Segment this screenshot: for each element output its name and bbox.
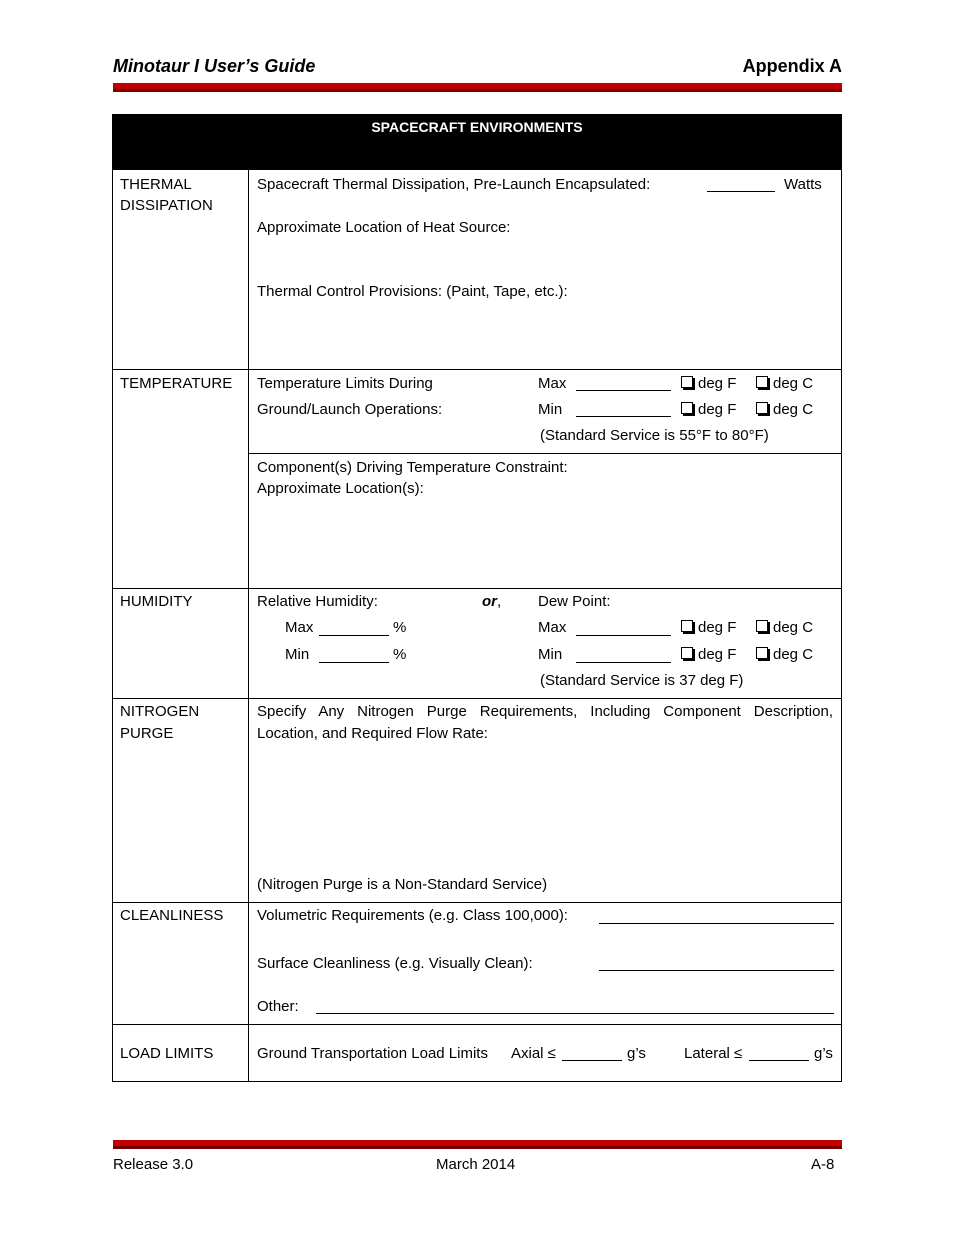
dew-max-degf-option[interactable]: [681, 617, 736, 638]
ground-load-label: Ground Transportation Load Limits: [257, 1045, 488, 1062]
row-label-cleanliness: CLEANLINESS: [120, 907, 224, 924]
axial-label: Axial ≤: [511, 1045, 556, 1062]
temp-min-degc-option[interactable]: [756, 399, 813, 420]
checkbox-icon[interactable]: [681, 376, 693, 388]
row-divider: [113, 588, 841, 589]
row-label-nitrogen: NITROGEN: [120, 703, 200, 720]
lateral-unit: g’s: [814, 1045, 833, 1062]
page-number: A-8: [811, 1156, 835, 1173]
row-label-nitrogen-2: PURGE: [120, 725, 174, 742]
row-divider: [113, 369, 841, 370]
document-title: Minotaur I User’s Guide: [113, 56, 316, 76]
humidity-max-label: Max: [285, 619, 314, 636]
row-divider: [249, 453, 841, 454]
dew-max-label: Max: [538, 619, 567, 636]
relative-humidity-label: Relative Humidity:: [257, 593, 378, 610]
checkbox-icon[interactable]: [756, 402, 768, 414]
row-label-humidity: HUMIDITY: [120, 593, 193, 610]
or-text: or: [482, 593, 497, 610]
date-label: March 2014: [436, 1156, 516, 1173]
checkbox-icon[interactable]: [681, 402, 693, 414]
temp-location-label: Approximate Location(s):: [257, 480, 424, 497]
humidity-max-field[interactable]: [319, 635, 389, 636]
checkbox-icon[interactable]: [681, 647, 693, 659]
row-label-thermal-2: DISSIPATION: [120, 197, 213, 214]
dew-max-field[interactable]: [576, 635, 671, 636]
dew-min-degc-option[interactable]: [756, 644, 813, 665]
lateral-label: Lateral ≤: [684, 1045, 743, 1062]
temp-max-field[interactable]: [576, 390, 671, 391]
row-divider: [113, 902, 841, 903]
volumetric-field[interactable]: [599, 923, 834, 924]
dew-max-degc-option[interactable]: [756, 617, 813, 638]
nitrogen-specify-text: Specify Any Nitrogen Purge Requirements, Including Component Description,: [257, 703, 833, 720]
checkbox-icon[interactable]: [681, 620, 693, 632]
thermal-provisions-label: Thermal Control Provisions: (Paint, Tape, etc.):: [257, 283, 568, 300]
footer-rule: [113, 1140, 842, 1149]
or-separator: [482, 591, 501, 612]
other-field[interactable]: [316, 1013, 834, 1014]
temp-max-label: Max: [538, 375, 567, 392]
degc-label: deg C: [773, 646, 814, 663]
header-rule: [113, 83, 842, 92]
degc-label: deg C: [773, 375, 814, 392]
watts-unit: Watts: [784, 176, 822, 193]
axial-field[interactable]: [562, 1060, 622, 1061]
temp-max-degc-option[interactable]: [756, 373, 813, 394]
checkbox-icon[interactable]: [756, 376, 768, 388]
humidity-min-field[interactable]: [319, 662, 389, 663]
humidity-min-label: Min: [285, 646, 310, 663]
degc-label: deg C: [773, 619, 814, 636]
dew-point-label: Dew Point:: [538, 593, 611, 610]
row-label-thermal: THERMAL: [120, 176, 192, 193]
lateral-field[interactable]: [749, 1060, 809, 1061]
table-title: SPACECRAFT ENVIRONMENTS: [371, 119, 583, 135]
temp-min-label: Min: [538, 401, 563, 418]
heat-source-label: Approximate Location of Heat Source:: [257, 219, 511, 236]
checkbox-icon[interactable]: [756, 647, 768, 659]
row-divider: [113, 1024, 841, 1025]
environments-table: [112, 114, 842, 1082]
thermal-dissipation-label: Spacecraft Thermal Dissipation, Pre-Launch Encapsulated:: [257, 176, 651, 193]
temp-min-degf-option[interactable]: [681, 399, 736, 420]
degf-label: deg F: [698, 401, 737, 418]
degf-label: deg F: [698, 646, 737, 663]
degc-label: deg C: [773, 401, 814, 418]
row-label-temperature: TEMPERATURE: [120, 375, 233, 392]
dew-min-degf-option[interactable]: [681, 644, 736, 665]
section-label: Appendix A: [742, 56, 842, 76]
percent-unit: %: [393, 619, 407, 636]
checkbox-icon[interactable]: [756, 620, 768, 632]
temp-max-degf-option[interactable]: [681, 373, 736, 394]
or-comma: ,: [497, 593, 502, 610]
percent-unit: %: [393, 646, 407, 663]
surface-label: Surface Cleanliness (e.g. Visually Clean):: [257, 955, 533, 972]
row-label-load: LOAD LIMITS: [120, 1045, 214, 1062]
column-divider: [248, 170, 249, 1081]
volumetric-label: Volumetric Requirements (e.g. Class 100,000):: [257, 907, 568, 924]
temp-component-label: Component(s) Driving Temperature Constraint:: [257, 459, 568, 476]
humidity-standard-note: (Standard Service is 37 deg F): [540, 672, 744, 689]
degf-label: deg F: [698, 619, 737, 636]
temp-min-field[interactable]: [576, 416, 671, 417]
nitrogen-note: (Nitrogen Purge is a Non-Standard Service): [257, 876, 548, 893]
release-label: Release 3.0: [113, 1156, 194, 1173]
dew-min-label: Min: [538, 646, 563, 663]
temp-limits-label-2: Ground/Launch Operations:: [257, 401, 443, 418]
nitrogen-location-text: Location, and Required Flow Rate:: [257, 725, 488, 742]
other-label: Other:: [257, 998, 299, 1015]
row-divider: [113, 698, 841, 699]
surface-field[interactable]: [599, 970, 834, 971]
temp-standard-note: (Standard Service is 55°F to 80°F): [540, 427, 769, 444]
degf-label: deg F: [698, 375, 737, 392]
axial-unit: g’s: [627, 1045, 646, 1062]
temp-limits-label: Temperature Limits During: [257, 375, 433, 392]
dew-min-field[interactable]: [576, 662, 671, 663]
thermal-dissipation-field[interactable]: [707, 191, 775, 192]
